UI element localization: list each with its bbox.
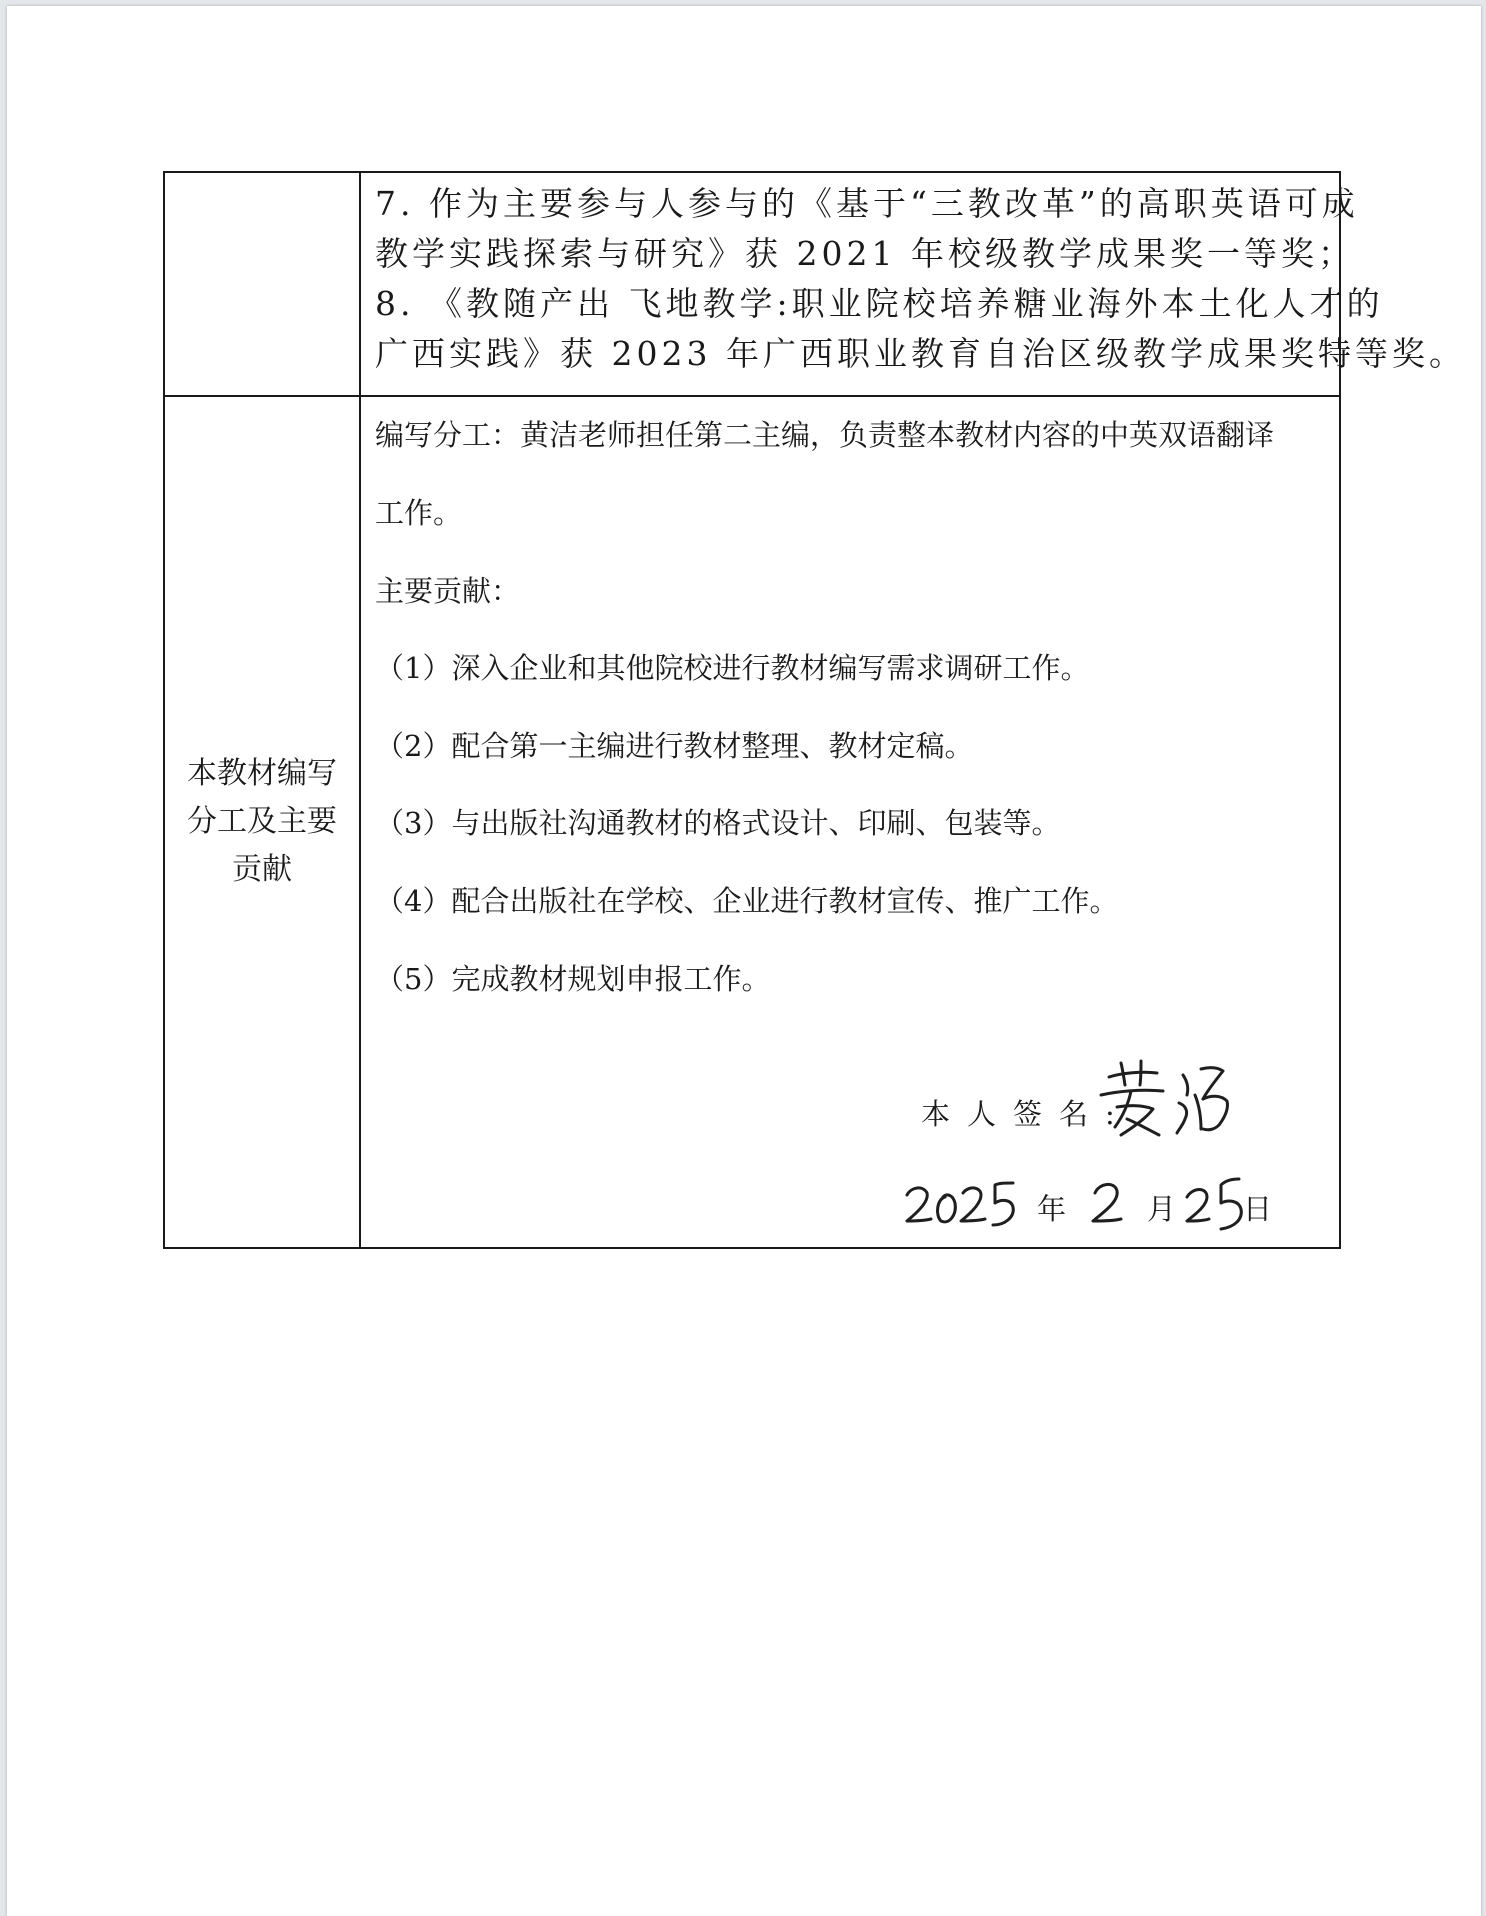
info-table	[163, 171, 1466, 1249]
date-month-unit: 月	[1147, 1192, 1177, 1226]
award-line-3: 8. 《教随产出 飞地教学:职业院校培养糖业海外本土化人才的	[375, 284, 1384, 323]
date-day-unit: 日	[1243, 1192, 1273, 1226]
contribution-label-line-3: 贡献	[232, 852, 292, 887]
handwritten-year	[901, 1175, 1021, 1235]
document-page	[7, 6, 1481, 1916]
contribution-content-cell	[360, 396, 1340, 1248]
awards-label-cell	[164, 172, 360, 396]
handwritten-signature	[1091, 1055, 1241, 1145]
award-line-2: 教学实践探索与研究》获 2021 年校级教学成果奖一等奖；	[375, 234, 1355, 273]
handwritten-month	[1087, 1175, 1127, 1235]
contribution-item-5: （5）完成教材规划申报工作。	[375, 962, 771, 996]
contribution-item-3: （3）与出版社沟通教材的格式设计、印刷、包装等。	[375, 806, 1061, 840]
division-line-1: 编写分工：黄洁老师担任第二主编，负责整本教材内容的中英双语翻译	[375, 418, 1275, 452]
award-line-4: 广西实践》获 2023 年广西职业教育自治区级教学成果奖特等奖。	[375, 334, 1466, 373]
contribution-item-1: （1）深入企业和其他院校进行教材编写需求调研工作。	[375, 651, 1090, 685]
contribution-label-line-1: 本教材编写	[187, 756, 337, 791]
contribution-item-4: （4）配合出版社在学校、企业进行教材宣传、推广工作。	[375, 884, 1119, 918]
contribution-item-2: （2）配合第一主编进行教材整理、教材定稿。	[375, 729, 974, 763]
date-year-unit: 年	[1037, 1192, 1067, 1226]
awards-row	[164, 172, 1340, 396]
award-line-1: 7. 作为主要参与人参与的《基于“三教改革”的高职英语可成	[375, 184, 1359, 223]
division-line-2: 工作。	[375, 496, 463, 530]
handwritten-day	[1181, 1171, 1251, 1235]
main-contribution-title: 主要贡献：	[375, 574, 521, 608]
contribution-label-cell	[164, 396, 360, 1248]
awards-cell	[360, 172, 1466, 396]
contribution-row	[164, 396, 1340, 1248]
signature-date	[901, 1175, 1341, 1235]
signature-label: 本人签名:	[921, 1097, 1132, 1131]
contribution-label-line-2: 分工及主要	[187, 804, 337, 839]
